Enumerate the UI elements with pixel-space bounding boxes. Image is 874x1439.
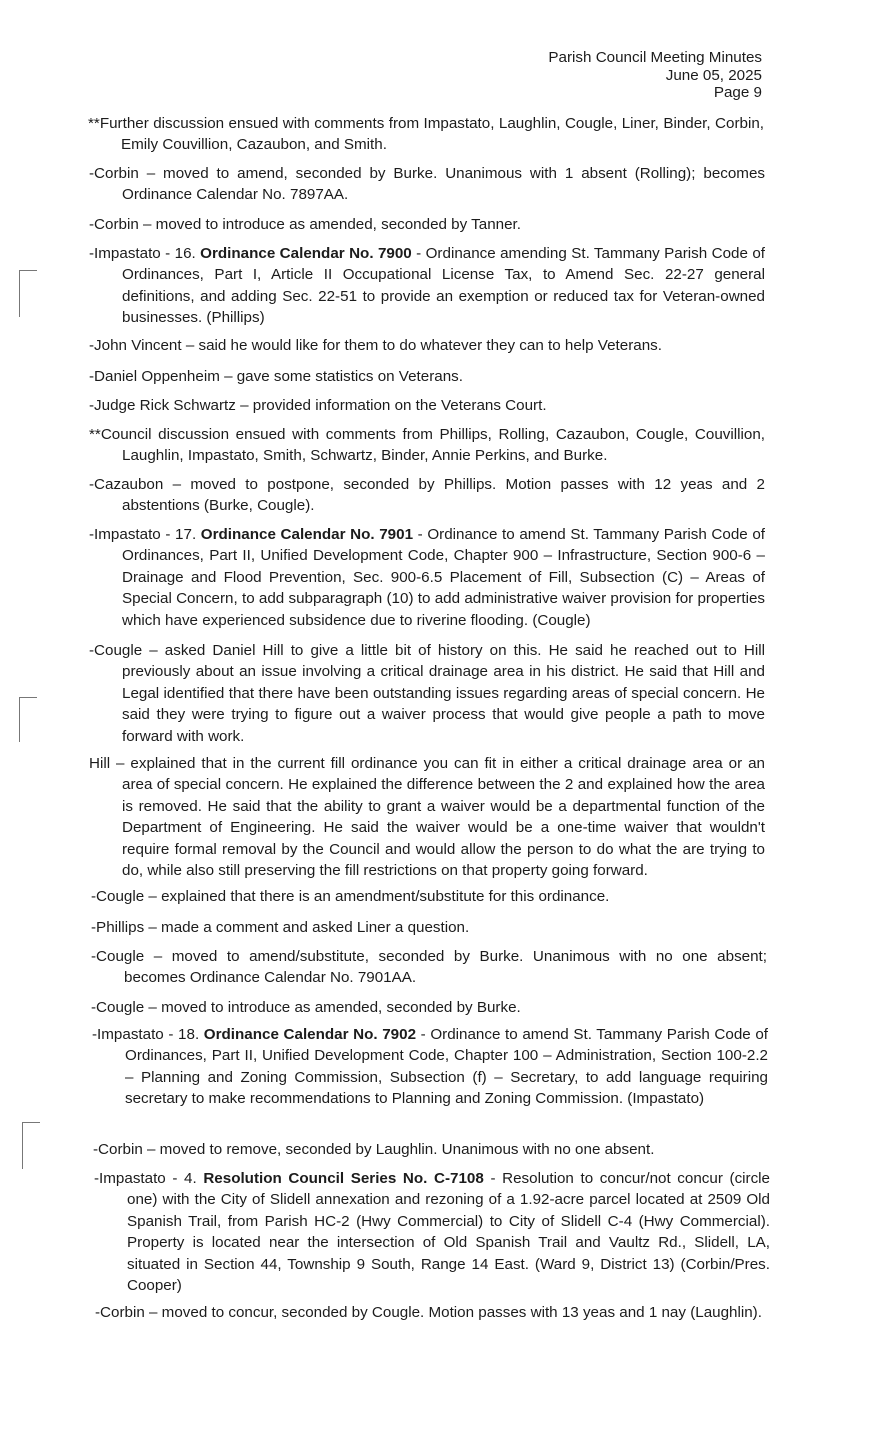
minutes-paragraph: -Daniel Oppenheim – gave some statistics on Veterans. (89, 368, 463, 385)
minutes-paragraph: -Phillips – made a comment and asked Liner a question. (91, 919, 470, 936)
minutes-paragraph: -Corbin – moved to introduce as amended, seconded by Tanner. (89, 216, 521, 233)
agenda-item-resolution-c-7108: -Impastato - 4. Resolution Council Series No. C-7108 - Resolution to concur/not concur (circle one) with the City of Slidell annexation and rezoning of a 1.92-acre parcel located at 2509 Old Spanish Trail, from Parish HC-2 (Hwy Commercial) to City of Slidell C-4 (Hwy Commercial). Property is located near the intersection of Old Spanish Trail and Vaultz Rd., Slidell, LA, situated in Section 44, Township 9 South, Range 14 East. (Ward 9, District 13) (Corbin/Pres. Cooper) (94, 1170, 771, 1295)
scan-bracket-mark (19, 697, 37, 742)
minutes-paragraph: -Corbin – moved to remove, seconded by Laughlin. Unanimous with no one absent. (93, 1141, 655, 1158)
minutes-paragraph: -Judge Rick Schwartz – provided information on the Veterans Court. (89, 397, 547, 414)
resolution-number: Resolution Council Series No. C-7108 (203, 1170, 484, 1187)
header-date: June 05, 2025 (665, 66, 762, 84)
header-page-number: Page 9 (713, 84, 762, 101)
ordinance-number: Ordinance Calendar No. 7901 (200, 526, 414, 543)
minutes-paragraph: -Cougle – asked Daniel Hill to give a little bit of history on this. He said he reached out to Hill previously about an issue involving a critical drainage area in his district. He said that Hill and Legal identified that there have been outstanding issues regarding areas of special concern. He said they were trying to figure out a waiver process that would give people a path to move forward with work. (89, 642, 765, 745)
minutes-paragraph: -Cougle – moved to amend/substitute, seconded by Burke. Unanimous with no one absent; becomes Ordinance Calendar No. 7901AA. (91, 948, 767, 987)
minutes-paragraph: -Corbin – moved to amend, seconded by Burke. Unanimous with 1 absent (Rolling); becomes Ordinance Calendar No. 7897AA. (89, 165, 765, 204)
minutes-paragraph: **Further discussion ensued with comments from Impastato, Laughlin, Cougle, Liner, Binder, Corbin, Emily Couvillion, Cazaubon, and Smith. (88, 115, 764, 154)
page-header (548, 49, 762, 102)
minutes-paragraph: -Corbin – moved to concur, seconded by Cougle. Motion passes with 13 yeas and 1 nay (Laughlin). (95, 1304, 762, 1321)
agenda-item-ordinance-7901: -Impastato - 17. Ordinance Calendar No. 7901 - Ordinance to amend St. Tammany Parish Code of Ordinances, Part II, Unified Development Code, Chapter 900 – Infrastructure, Section 900-6 – Drainage and Flood Prevention, Sec. 900-6.5 Placement of Fill, Subsection (C) – Areas of Special Concern, to add subparagraph (10) to add administrative waiver provision for properties which have experienced subsidence due to riverine flooding. (Cougle) (89, 526, 766, 629)
minutes-paragraph: -Cazaubon – moved to postpone, seconded by Phillips. Motion passes with 12 yeas and 2 abstentions (Burke, Cougle). (89, 476, 765, 515)
scan-bracket-mark (19, 270, 37, 317)
minutes-paragraph: Hill – explained that in the current fill ordinance you can fit in either a critical drainage area or an area of special concern. He explained the difference between the 2 and explained how the area is removed. He said that the ability to grant a waiver would be a departmental function of the Department of Engineering. He said the waiver would be a one-time waiver that wouldn't require formal removal by the Council and would allow the person to do what the are trying to do, while also still preserving the fill restrictions on that property going forward. (89, 755, 765, 880)
ordinance-number: Ordinance Calendar No. 7900 (200, 245, 412, 262)
minutes-paragraph: -John Vincent – said he would like for them to do whatever they can to help Veterans. (89, 337, 662, 354)
header-title: Parish Council Meeting Minutes (548, 49, 762, 66)
minutes-paragraph: -Cougle – explained that there is an amendment/substitute for this ordinance. (91, 888, 610, 905)
minutes-paragraph: -Cougle – moved to introduce as amended, seconded by Burke. (91, 999, 521, 1016)
scan-bracket-mark (22, 1122, 40, 1169)
agenda-item-ordinance-7902: -Impastato - 18. Ordinance Calendar No. 7902 - Ordinance to amend St. Tammany Parish Code of Ordinances, Part II, Unified Development Code, Chapter 100 – Administration, Section 100-2.2 – Planning and Zoning Commission, Subsection (f) – Secretary, to add language requiring secretary to make recommendations to Planning and Zoning Commission. (Impastato) (92, 1026, 769, 1108)
minutes-paragraph: **Council discussion ensued with comments from Phillips, Rolling, Cazaubon, Cougle, Couvillion, Laughlin, Impastato, Smith, Schwartz, Binder, Annie Perkins, and Burke. (89, 426, 765, 465)
agenda-item-ordinance-7900: -Impastato - 16. Ordinance Calendar No. 7900 - Ordinance amending St. Tammany Parish Code of Ordinances, Part I, Article II Occupational License Tax, to Amend Sec. 22-27 general definitions, and adding Sec. 22-51 to provide an exemption or reduced tax for Veteran-owned businesses. (Phillips) (89, 245, 765, 327)
ordinance-number: Ordinance Calendar No. 7902 (203, 1026, 417, 1043)
